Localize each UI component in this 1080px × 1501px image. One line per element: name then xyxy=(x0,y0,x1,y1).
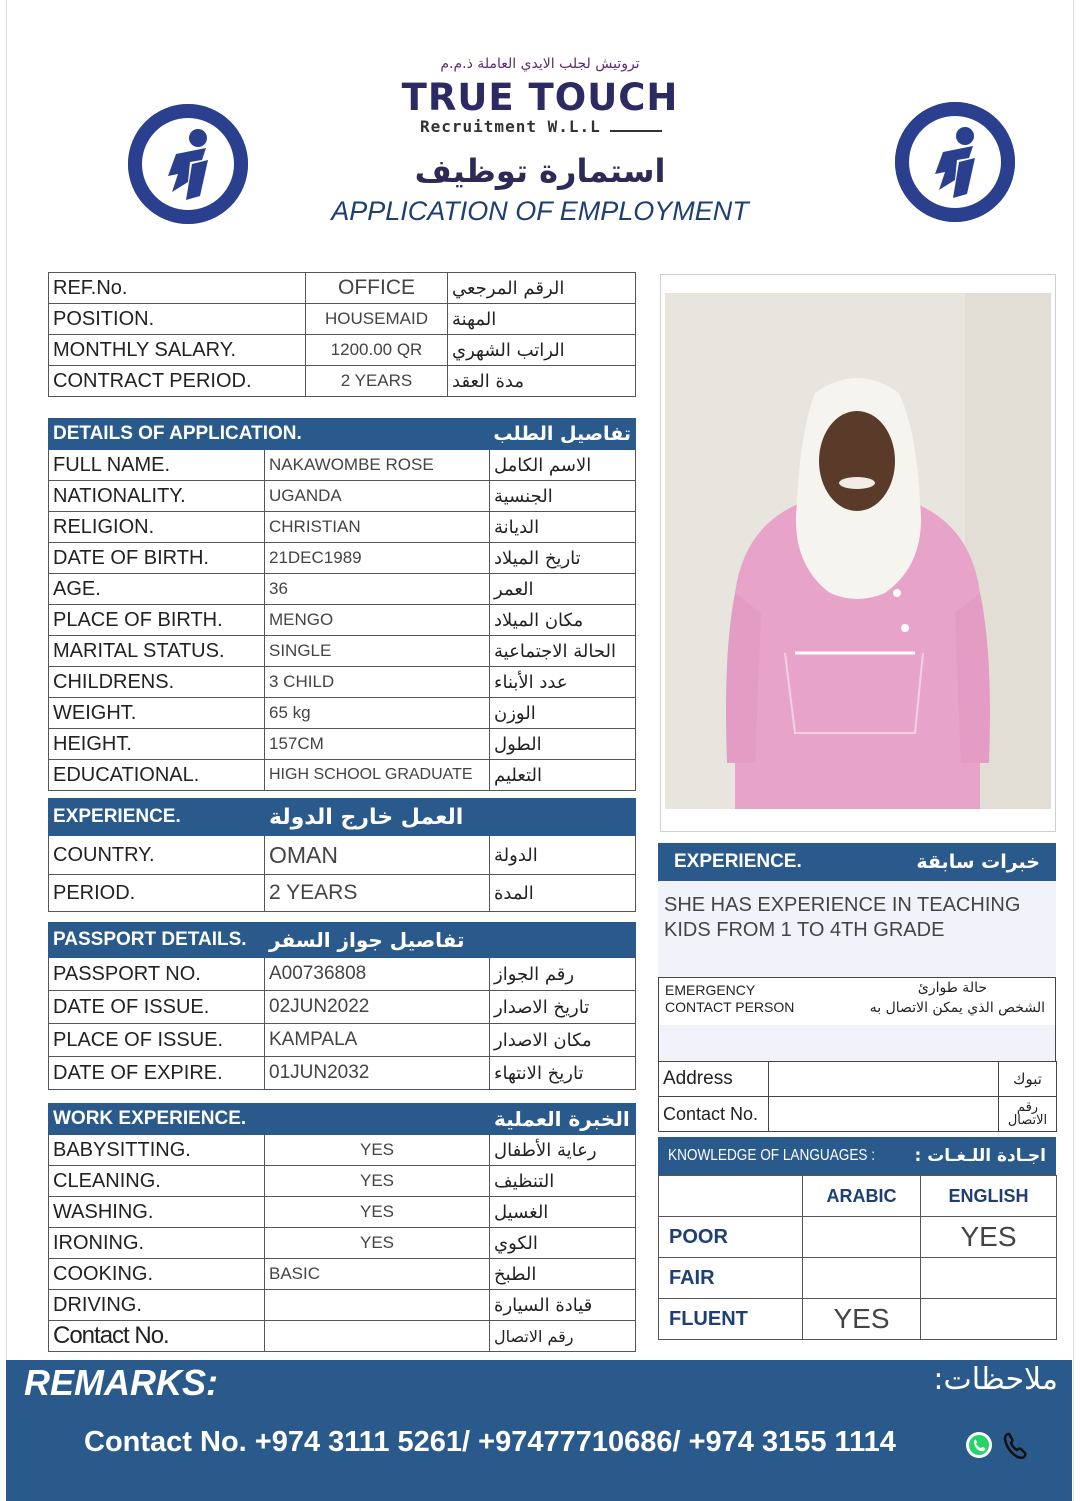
table-row xyxy=(49,1321,636,1352)
table-row xyxy=(49,1135,636,1166)
children-label-ar: عدد الأبناء xyxy=(490,667,636,698)
position-label: POSITION. xyxy=(49,304,306,335)
emergency-contact-label-box xyxy=(658,977,1056,1027)
fluent-arabic-value: YES xyxy=(803,1299,921,1340)
babysitting-value: YES xyxy=(265,1135,490,1166)
education-value: HIGH SCHOOL GRADUATE xyxy=(265,760,490,791)
position-value: HOUSEMAID xyxy=(306,304,448,335)
weight-label-ar: الوزن xyxy=(490,698,636,729)
cooking-label-ar: الطبخ xyxy=(490,1259,636,1290)
height-label: HEIGHT. xyxy=(49,729,265,760)
emergency-label-line1: EMERGENCY xyxy=(665,982,756,998)
emergency-label-ar-line1: حالة طوارئ xyxy=(917,980,987,996)
previous-experience-header-label: EXPERIENCE. xyxy=(674,851,802,872)
table-row xyxy=(49,605,636,636)
address-value xyxy=(769,1062,999,1097)
work-header-label: WORK EXPERIENCE. xyxy=(49,1104,490,1135)
ironing-label-ar: الكوي xyxy=(490,1228,636,1259)
country-label: COUNTRY. xyxy=(49,836,265,875)
expire-date-value: 01JUN2032 xyxy=(265,1057,490,1090)
nationality-label-ar: الجنسية xyxy=(490,481,636,512)
height-label-ar: الطول xyxy=(490,729,636,760)
contract-label: CONTRACT PERIOD. xyxy=(49,366,306,397)
table-row xyxy=(659,1217,1057,1258)
table-row xyxy=(49,450,636,481)
level-fluent-label: FLUENT xyxy=(659,1299,803,1340)
emergency-contact-label: Contact No. xyxy=(659,1097,769,1132)
emergency-contact-name-field xyxy=(658,1025,1056,1061)
issue-date-label-ar: تاريخ الاصدار xyxy=(490,991,636,1024)
full-name-label-ar: الاسم الكامل xyxy=(490,450,636,481)
full-name-value: NAKAWOMBE ROSE xyxy=(265,450,490,481)
poor-english-value: YES xyxy=(921,1217,1057,1258)
previous-experience-box xyxy=(658,843,1056,977)
form-title-arabic: استمارة توظيف xyxy=(414,152,666,190)
table-row xyxy=(659,1299,1057,1340)
poor-arabic-value xyxy=(803,1217,921,1258)
abroad-header-label-ar: العمل خارج الدولة xyxy=(265,799,636,836)
applicant-photo xyxy=(665,293,1051,809)
languages-corner-cell xyxy=(659,1176,803,1217)
english-column-header: ENGLISH xyxy=(921,1176,1057,1217)
salary-label: MONTHLY SALARY. xyxy=(49,335,306,366)
table-row xyxy=(49,698,636,729)
pob-value: MENGO xyxy=(265,605,490,636)
abroad-table xyxy=(48,798,636,912)
table-row xyxy=(49,1228,636,1259)
form-title: APPLICATION OF EMPLOYMENT xyxy=(331,196,749,226)
table-row xyxy=(49,636,636,667)
fair-arabic-value xyxy=(803,1258,921,1299)
issue-place-value: KAMPALA xyxy=(265,1024,490,1057)
previous-experience-header xyxy=(658,843,1056,881)
age-label: AGE. xyxy=(49,574,265,605)
footer-icons xyxy=(964,1430,1032,1467)
ref-label: REF.No. xyxy=(49,273,306,304)
table-row xyxy=(49,1024,636,1057)
previous-experience-header-label-ar: خبرات سابقة xyxy=(916,851,1040,873)
contact-no-label: Contact No. xyxy=(49,1321,265,1352)
table-row xyxy=(49,1290,636,1321)
country-label-ar: الدولة xyxy=(490,836,636,875)
table-row xyxy=(49,667,636,698)
table-row xyxy=(49,543,636,574)
languages-header-label-ar: اجـادة اللـغـات : xyxy=(914,1146,1046,1166)
driving-value xyxy=(265,1290,490,1321)
passport-no-label-ar: رقم الجواز xyxy=(490,958,636,991)
ref-label-ar: الرقم المرجعي xyxy=(448,273,636,304)
country-value: OMAN xyxy=(265,836,490,875)
period-label: PERIOD. xyxy=(49,875,265,912)
expire-date-label: DATE OF EXPIRE. xyxy=(49,1057,265,1090)
address-label-ar: تبوك xyxy=(999,1062,1057,1097)
driving-label-ar: قيادة السيارة xyxy=(490,1290,636,1321)
remarks-footer xyxy=(6,1360,1072,1501)
contract-label-ar: مدة العقد xyxy=(448,366,636,397)
work-header-label-ar: الخبرة العملية xyxy=(490,1104,636,1135)
cleaning-label: CLEANING. xyxy=(49,1166,265,1197)
pob-label: PLACE OF BIRTH. xyxy=(49,605,265,636)
religion-value: CHRISTIAN xyxy=(265,512,490,543)
emergency-label-ar-line2: الشخص الذي يمكن الاتصال به xyxy=(869,1000,1045,1016)
education-label-ar: التعليم xyxy=(490,760,636,791)
table-row xyxy=(659,1097,1057,1132)
table-row xyxy=(49,574,636,605)
languages-header-label: KNOWLEDGE OF LANGUAGES : xyxy=(668,1147,876,1164)
dob-label-ar: تاريخ الميلاد xyxy=(490,543,636,574)
passport-no-label: PASSPORT NO. xyxy=(49,958,265,991)
age-label-ar: العمر xyxy=(490,574,636,605)
age-value: 36 xyxy=(265,574,490,605)
table-row xyxy=(49,304,636,335)
cooking-value: BASIC xyxy=(265,1259,490,1290)
ironing-value: YES xyxy=(265,1228,490,1259)
address-label: Address xyxy=(659,1062,769,1097)
table-row xyxy=(49,1166,636,1197)
nationality-label: NATIONALITY. xyxy=(49,481,265,512)
marital-value: SINGLE xyxy=(265,636,490,667)
washing-label-ar: الغسيل xyxy=(490,1197,636,1228)
marital-label-ar: الحالة الاجتماعية xyxy=(490,636,636,667)
details-header-label-ar: تفاصيل الطلب xyxy=(490,419,636,450)
level-fair-label: FAIR xyxy=(659,1258,803,1299)
details-header xyxy=(49,419,636,450)
table-row xyxy=(49,729,636,760)
religion-label: RELIGION. xyxy=(49,512,265,543)
ref-value: OFFICE xyxy=(306,273,448,304)
top-info-table xyxy=(48,272,636,397)
phone-icon xyxy=(1000,1430,1032,1467)
table-row xyxy=(49,273,636,304)
table-row xyxy=(49,512,636,543)
issue-place-label: PLACE OF ISSUE. xyxy=(49,1024,265,1057)
work-table xyxy=(48,1103,636,1352)
ironing-label: IRONING. xyxy=(49,1228,265,1259)
marital-label: MARITAL STATUS. xyxy=(49,636,265,667)
abroad-header-label: EXPERIENCE. xyxy=(49,799,265,836)
babysitting-label-ar: رعاية الأطفال xyxy=(490,1135,636,1166)
passport-table xyxy=(48,922,636,1090)
period-value: 2 YEARS xyxy=(265,875,490,912)
remarks-label: REMARKS: xyxy=(24,1362,218,1403)
languages-table xyxy=(658,1175,1057,1340)
driving-label: DRIVING. xyxy=(49,1290,265,1321)
children-label: CHILDRENS. xyxy=(49,667,265,698)
details-table xyxy=(48,418,636,791)
brand-name: TRUE TOUCH xyxy=(401,76,679,119)
table-row xyxy=(49,875,636,912)
pob-label-ar: مكان الميلاد xyxy=(490,605,636,636)
logo-right-icon xyxy=(895,102,1015,222)
washing-label: WASHING. xyxy=(49,1197,265,1228)
religion-label-ar: الديانة xyxy=(490,512,636,543)
applicant-photo-frame xyxy=(660,274,1056,832)
dob-label: DATE OF BIRTH. xyxy=(49,543,265,574)
table-row xyxy=(659,1062,1057,1097)
fair-english-value xyxy=(921,1258,1057,1299)
whatsapp-icon xyxy=(964,1430,994,1467)
passport-header-label: PASSPORT DETAILS. xyxy=(49,923,265,958)
work-header xyxy=(49,1104,636,1135)
nationality-value: UGANDA xyxy=(265,481,490,512)
abroad-header xyxy=(49,799,636,836)
position-label-ar: المهنة xyxy=(448,304,636,335)
previous-experience-text: SHE HAS EXPERIENCE IN TEACHING KIDS FROM 1 TO 4TH GRADE xyxy=(658,881,1056,977)
table-row xyxy=(49,1259,636,1290)
salary-label-ar: الراتب الشهري xyxy=(448,335,636,366)
period-label-ar: المدة xyxy=(490,875,636,912)
passport-header-label-ar: تفاصيل جواز السفر xyxy=(265,923,636,958)
languages-header xyxy=(658,1137,1056,1175)
brand-underline xyxy=(610,130,662,132)
brand-subtitle: Recruitment W.L.L xyxy=(420,117,601,136)
emergency-address-table xyxy=(658,1061,1057,1132)
table-row xyxy=(49,335,636,366)
table-row xyxy=(49,1057,636,1090)
passport-header xyxy=(49,923,636,958)
emergency-contact-label-ar: رقم الاتصال xyxy=(999,1097,1057,1132)
passport-no-value: A00736808 xyxy=(265,958,490,991)
table-row xyxy=(659,1258,1057,1299)
table-row xyxy=(49,836,636,875)
logo-left-icon xyxy=(128,104,248,224)
contract-value: 2 YEARS xyxy=(306,366,448,397)
washing-value: YES xyxy=(265,1197,490,1228)
emergency-contact-value xyxy=(769,1097,999,1132)
arabic-column-header: ARABIC xyxy=(803,1176,921,1217)
table-row xyxy=(49,1197,636,1228)
table-row xyxy=(49,366,636,397)
table-row xyxy=(49,958,636,991)
full-name-label: FULL NAME. xyxy=(49,450,265,481)
issue-place-label-ar: مكان الاصدار xyxy=(490,1024,636,1057)
table-row xyxy=(659,1176,1057,1217)
contact-no-label-ar: رقم الاتصال xyxy=(490,1321,636,1352)
footer-contact-numbers: Contact No. +974 3111 5261/ +97477710686/ +974 3155 1114 xyxy=(84,1426,896,1458)
details-header-label: DETAILS OF APPLICATION. xyxy=(49,419,490,450)
table-row xyxy=(49,481,636,512)
height-value: 157CM xyxy=(265,729,490,760)
brand-arabic-name: تروتيش لجلب الايدي العاملة ذ.م.م xyxy=(440,56,640,72)
salary-value: 1200.00 QR xyxy=(306,335,448,366)
weight-value: 65 kg xyxy=(265,698,490,729)
dob-value: 21DEC1989 xyxy=(265,543,490,574)
cleaning-value: YES xyxy=(265,1166,490,1197)
issue-date-label: DATE OF ISSUE. xyxy=(49,991,265,1024)
babysitting-label: BABYSITTING. xyxy=(49,1135,265,1166)
children-value: 3 CHILD xyxy=(265,667,490,698)
education-label: EDUCATIONAL. xyxy=(49,760,265,791)
emergency-label xyxy=(665,982,794,1016)
table-row xyxy=(49,760,636,791)
table-row xyxy=(49,991,636,1024)
expire-date-label-ar: تاريخ الانتهاء xyxy=(490,1057,636,1090)
level-poor-label: POOR xyxy=(659,1217,803,1258)
issue-date-value: 02JUN2022 xyxy=(265,991,490,1024)
remarks-label-ar: ملاحظات: xyxy=(933,1362,1058,1397)
fluent-english-value xyxy=(921,1299,1057,1340)
contact-no-value xyxy=(265,1321,490,1352)
weight-label: WEIGHT. xyxy=(49,698,265,729)
cleaning-label-ar: التنظيف xyxy=(490,1166,636,1197)
cooking-label: COOKING. xyxy=(49,1259,265,1290)
emergency-label-line2: CONTACT PERSON xyxy=(665,999,795,1015)
